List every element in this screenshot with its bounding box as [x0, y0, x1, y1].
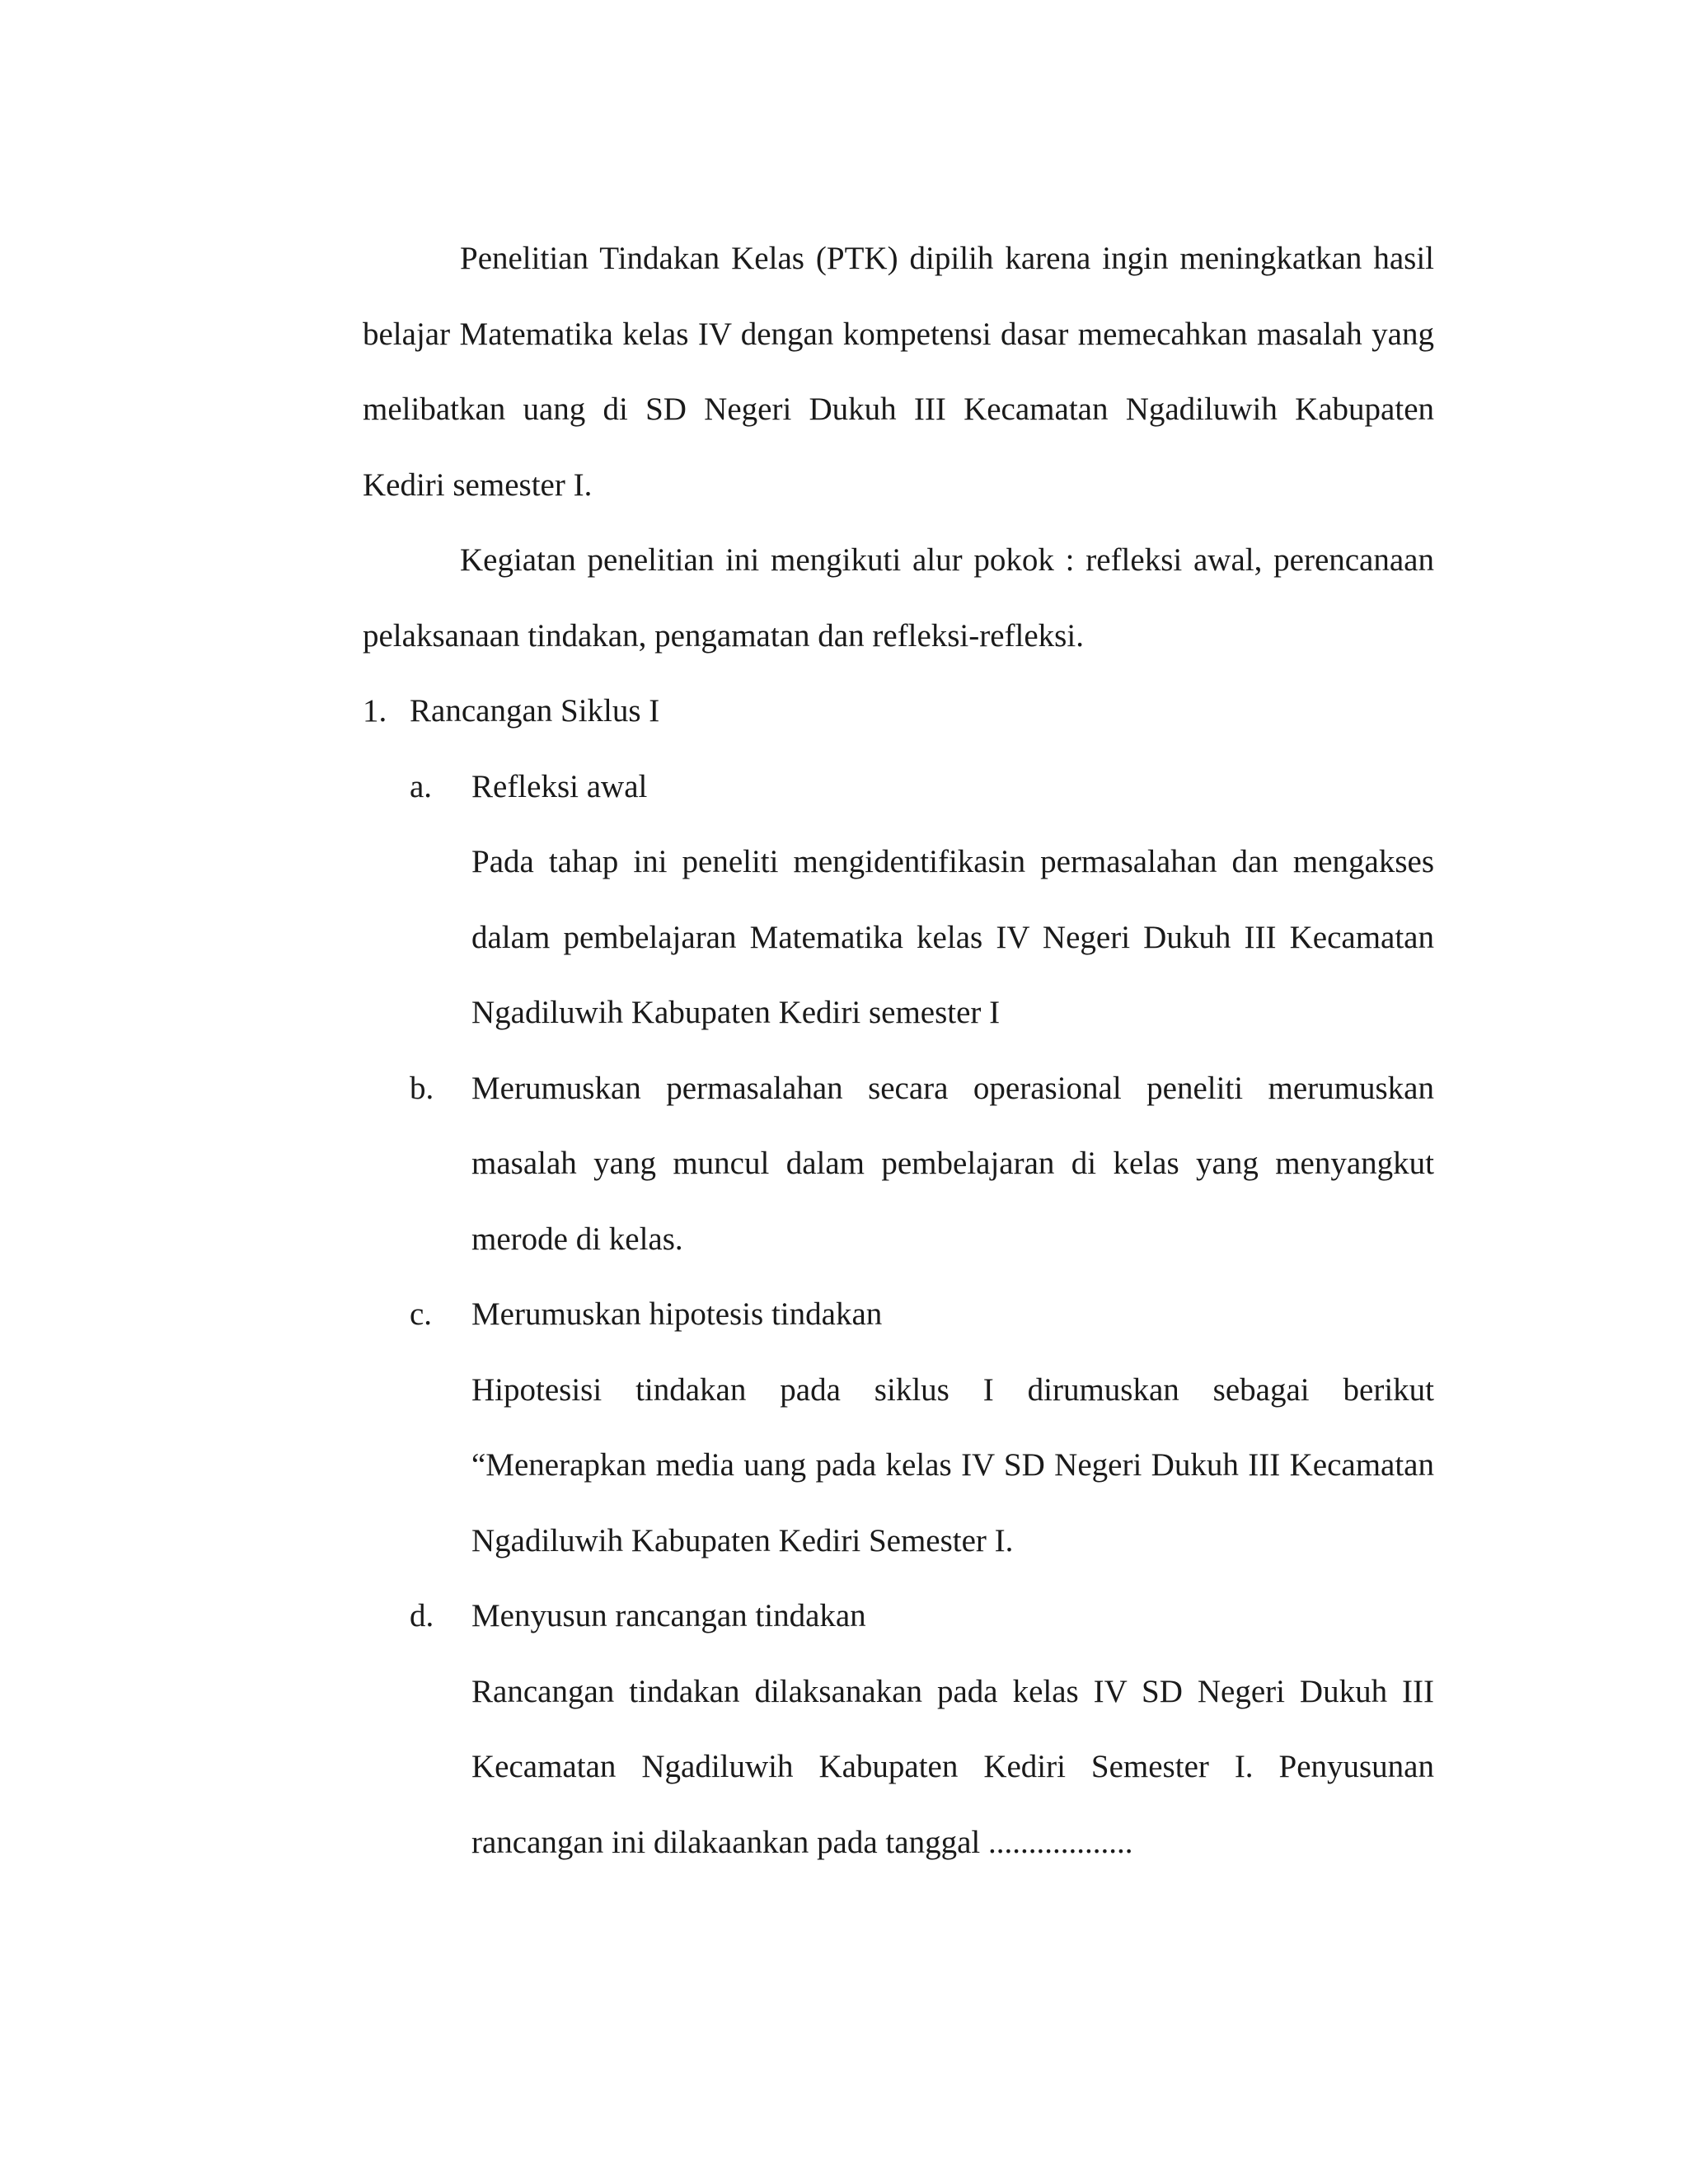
list-item-c: [363, 1277, 1434, 1352]
list-item-d: [363, 1578, 1434, 1654]
section-rancangan-siklus: [363, 673, 1434, 749]
document-page: [363, 221, 1434, 1880]
list-heading: Menyusun rancangan tindakan: [471, 1598, 866, 1633]
list-body: Hipotesisi tindakan pada siklus I dirumuskan sebagai berikut “Menerapkan media uang pada kelas IV SD Negeri Dukuh III Kecamatan Ngadiluwih Kabupaten Kediri Semester I.: [471, 1371, 1434, 1558]
list-letter: a.: [410, 768, 433, 804]
section-title: Rancangan Siklus I: [410, 693, 660, 729]
list-heading: Merumuskan hipotesis tindakan: [471, 1296, 883, 1332]
list-letter: c.: [410, 1296, 433, 1332]
paragraph-intro: Penelitian Tindakan Kelas (PTK) dipilih karena ingin meningkatkan hasil belajar Matematika kelas IV dengan kompetensi dasar memecahkan masalah yang melibatkan uang di SD Negeri Dukuh III Kecamatan Ngadiluwih Kabupaten Kediri semester I.: [363, 241, 1434, 503]
list-body: Pada tahap ini peneliti mengidentifikasin permasalahan dan mengakses dalam pembelajaran Matematika kelas IV Negeri Dukuh III Kecamatan Ngadiluwih Kabupaten Kediri semester I: [471, 844, 1434, 1030]
list-letter: d.: [410, 1598, 434, 1633]
list-heading: Merumuskan permasalahan secara operasional peneliti merumuskan masalah yang muncul dalam pembelajaran di kelas yang menyangkut merode di kelas.: [471, 1070, 1434, 1257]
list-body: Rancangan tindakan dilaksanakan pada kelas IV SD Negeri Dukuh III Kecamatan Ngadiluwih Kabupaten Kediri Semester I. Penyusunan rancangan ini dilakaankan pada tanggal ..................: [471, 1673, 1434, 1860]
list-item-a: [363, 749, 1434, 825]
section-number: 1.: [363, 693, 387, 729]
list-item-b: [363, 1051, 1434, 1277]
list-letter: b.: [410, 1070, 434, 1106]
list-heading: Refleksi awal: [471, 768, 648, 804]
sub-list: [363, 749, 1434, 1881]
paragraph-alur: Kegiatan penelitian ini mengikuti alur pokok : refleksi awal, perencanaan pelaksanaan tindakan, pengamatan dan refleksi-refleksi.: [363, 542, 1434, 654]
